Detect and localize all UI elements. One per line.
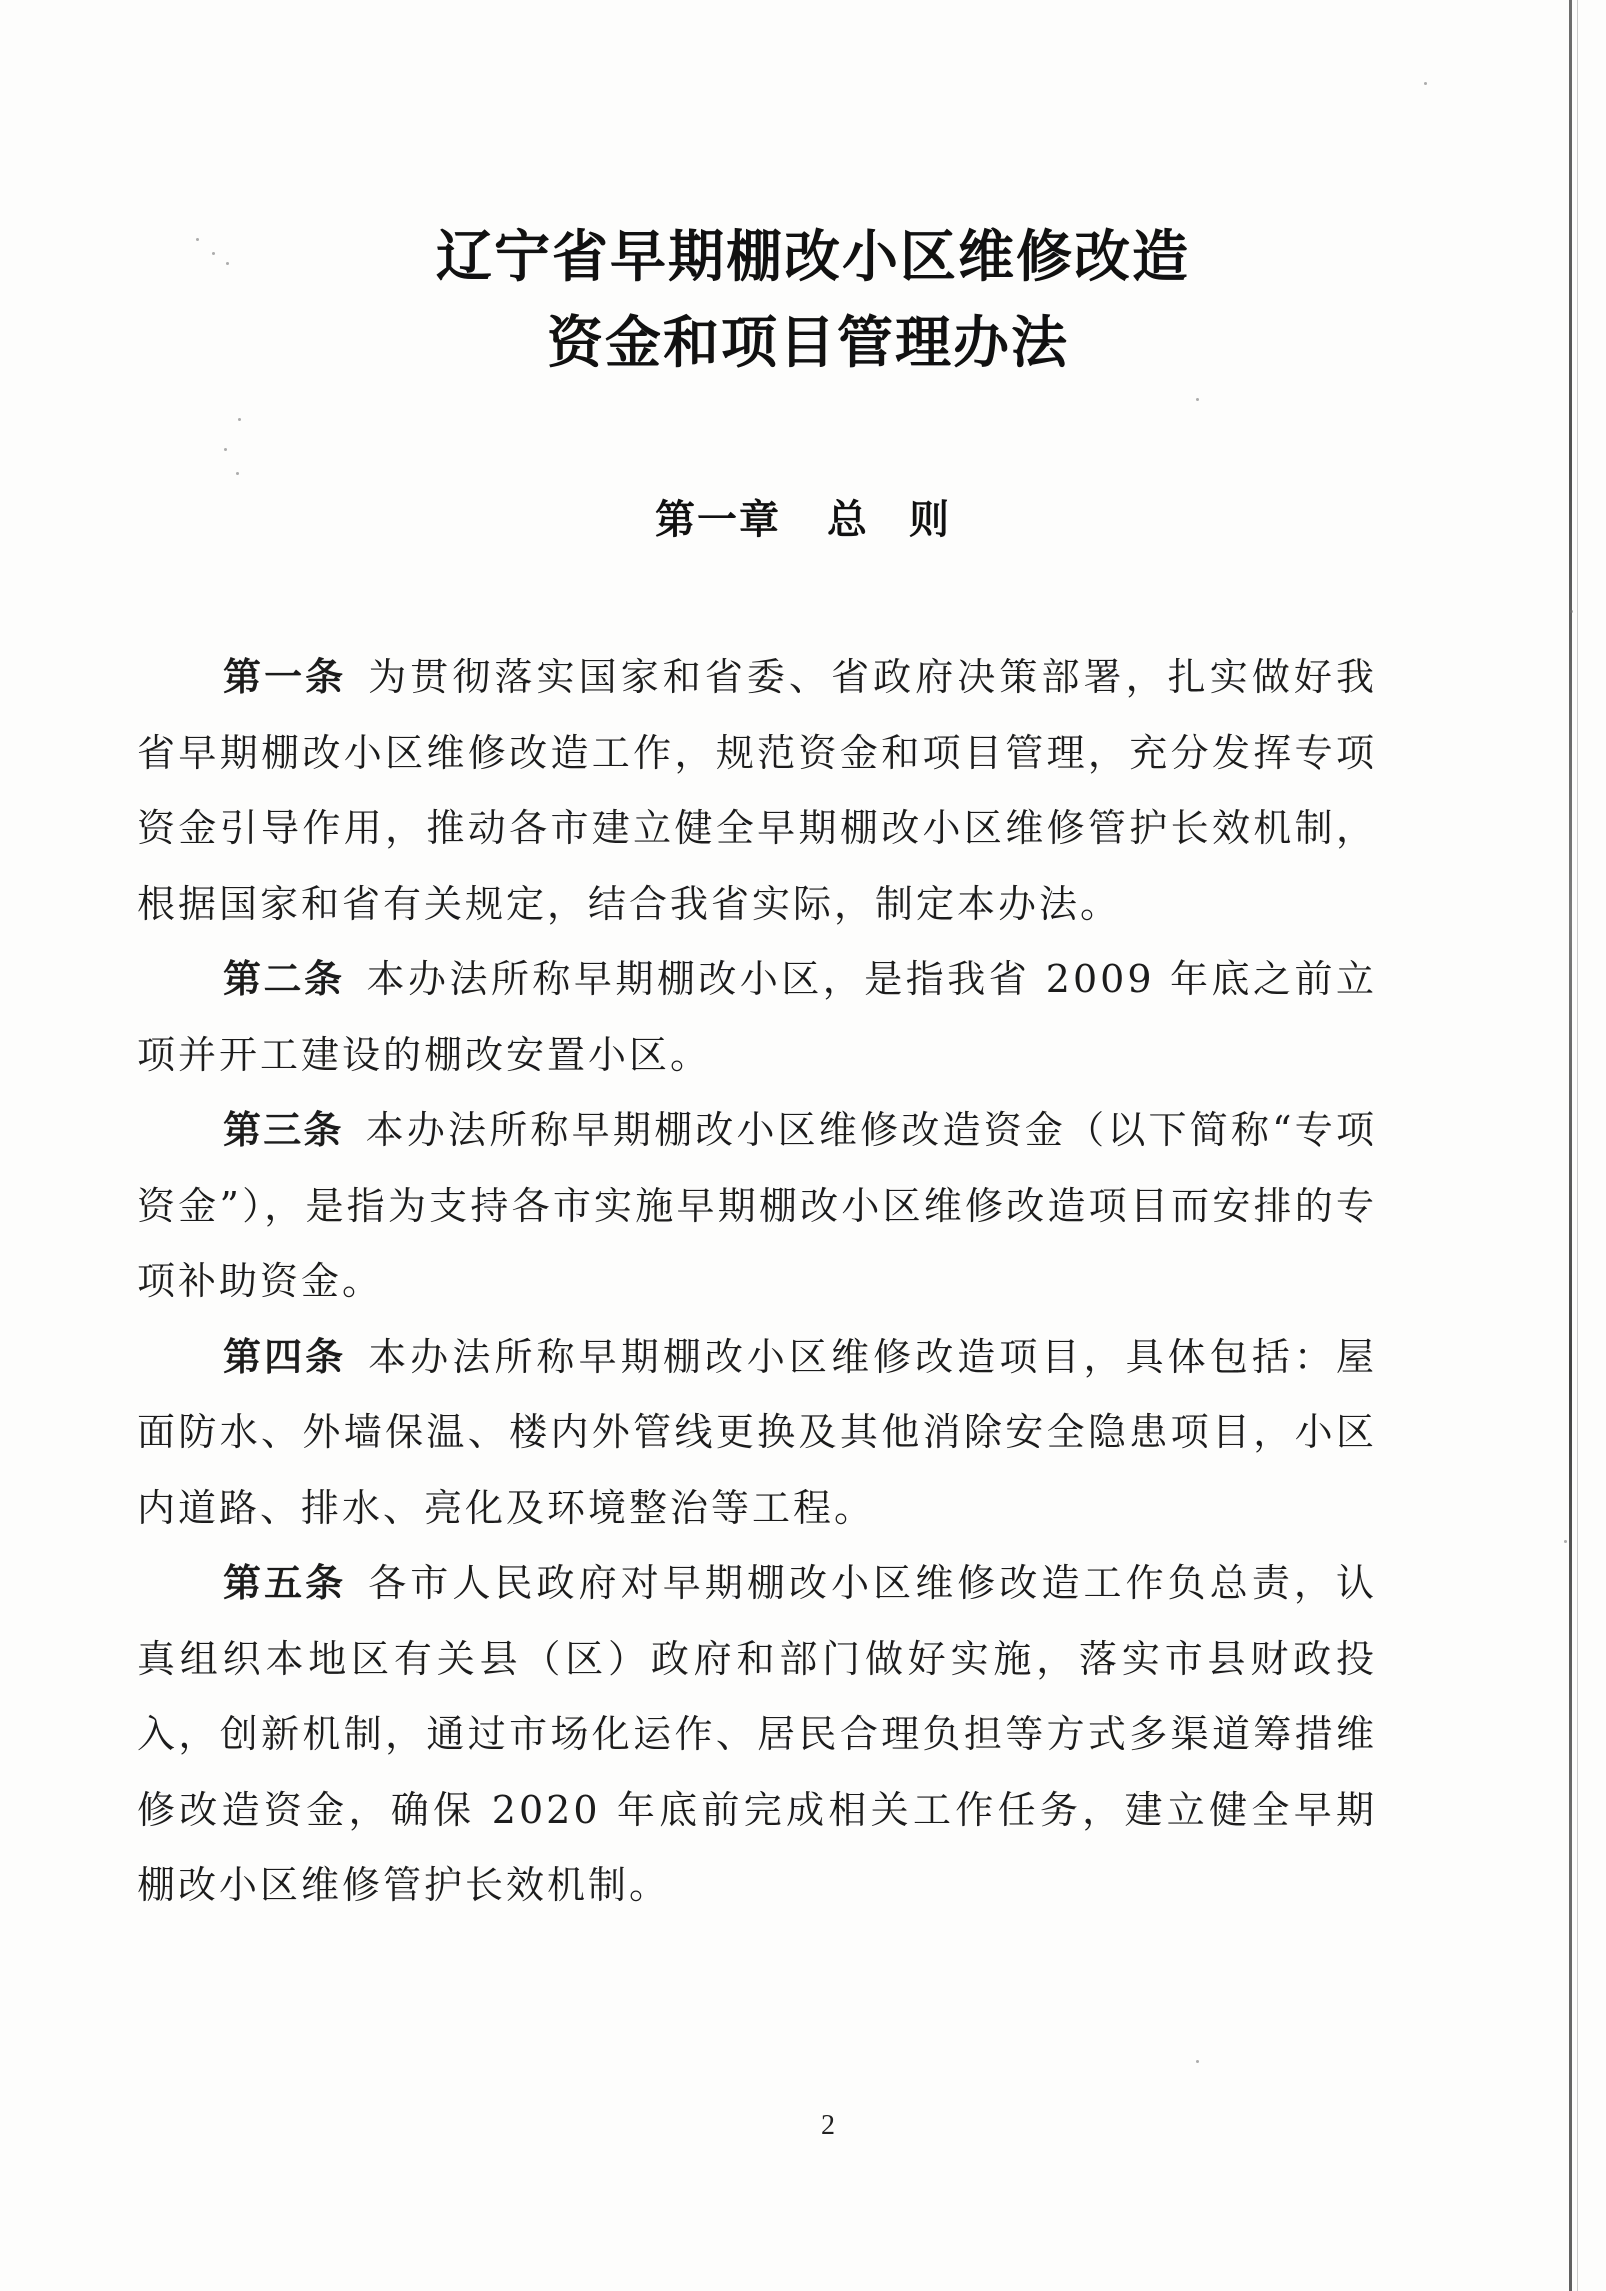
document-body bbox=[137, 640, 1377, 1924]
article-2 bbox=[137, 942, 1377, 1093]
article-heading: 第一条 bbox=[223, 655, 347, 699]
article-4 bbox=[137, 1320, 1377, 1547]
scan-speck bbox=[1570, 610, 1573, 613]
scan-speck bbox=[1196, 398, 1199, 401]
article-heading: 第三条 bbox=[223, 1108, 344, 1152]
article-1 bbox=[137, 640, 1377, 942]
chapter-name-part1: 总 bbox=[827, 497, 869, 543]
scan-speck bbox=[236, 472, 239, 475]
page-number: 2 bbox=[821, 2110, 835, 2141]
article-3 bbox=[137, 1093, 1377, 1320]
scan-speck bbox=[224, 448, 227, 451]
article-heading: 第五条 bbox=[223, 1561, 347, 1605]
article-5 bbox=[137, 1546, 1377, 1924]
chapter-name-part2: 则 bbox=[909, 497, 951, 543]
article-text: 为贯彻落实国家和省委、省政府决策部署，扎实做好我省早期棚改小区维修改造工作，规范资金和项目管理，充分发挥专项资金引导作用，推动各市建立健全早期棚改小区维修管护长效机制，根据国家和省有关规定，结合我省实际，制定本办法。 bbox=[137, 655, 1377, 926]
title-line-2: 资金和项目管理办法 bbox=[547, 311, 1069, 376]
chapter-heading bbox=[0, 488, 1606, 545]
scan-speck bbox=[238, 418, 241, 421]
title-line-1: 辽宁省早期棚改小区维修改造 bbox=[436, 225, 1190, 290]
article-heading: 第四条 bbox=[223, 1334, 347, 1379]
scan-speck bbox=[1196, 2060, 1199, 2063]
article-heading: 第二条 bbox=[223, 957, 345, 1001]
scan-speck bbox=[1424, 82, 1427, 85]
article-text: 本办法所称早期棚改小区维修改造资金（以下简称“专项资金”），是指为支持各市实施早期棚改小区维修改造项目而安排的专项补助资金。 bbox=[137, 1108, 1377, 1303]
article-text: 各市人民政府对早期棚改小区维修改造工作负总责，认真组织本地区有关县（区）政府和部门做好实施，落实市县财政投入，创新机制，通过市场化运作、居民合理负担等方式多渠道筹措维修改造资金，确保 2020 年底前完成相关工作任务，建立健全早期棚改小区维修管护长效机制。 bbox=[137, 1561, 1377, 1907]
article-text: 本办法所称早期棚改小区，是指我省 2009 年底之前立项并开工建设的棚改安置小区。 bbox=[137, 957, 1377, 1077]
document-title bbox=[0, 215, 1606, 387]
scan-speck bbox=[1564, 1540, 1567, 1543]
chapter-number: 第一章 bbox=[655, 497, 781, 543]
article-text: 本办法所称早期棚改小区维修改造项目，具体包括：屋面防水、外墙保温、楼内外管线更换及其他消除安全隐患项目，小区内道路、排水、亮化及环境整治等工程。 bbox=[137, 1334, 1377, 1530]
